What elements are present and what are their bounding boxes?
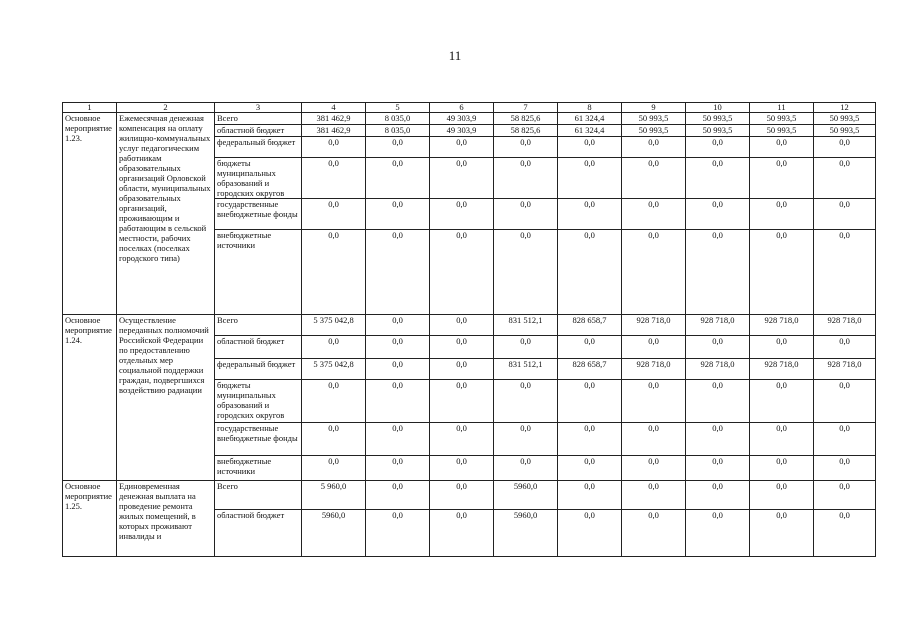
value-cell: 0,0: [750, 481, 814, 510]
value-cell: 0,0: [558, 456, 622, 481]
funding-source: областной бюджет: [215, 125, 302, 137]
value-cell: 0,0: [302, 137, 366, 158]
event-description: Ежемесячная денежная компенсация на оплату жилищно-коммунальных услуг педагогическим работникам образовательных организаций Орловской области, муниципальных образовательных организаций, проживающим и работающим в сельской местности, рабочих поселках (поселках городского типа): [117, 113, 215, 315]
funding-source: федеральный бюджет: [215, 359, 302, 380]
value-cell: 0,0: [494, 456, 558, 481]
value-cell: 0,0: [558, 199, 622, 230]
value-cell: 0,0: [302, 230, 366, 315]
value-cell: 8 035,0: [366, 125, 430, 137]
value-cell: 928 718,0: [750, 315, 814, 336]
value-cell: 0,0: [686, 158, 750, 199]
value-cell: 0,0: [686, 380, 750, 423]
value-cell: 50 993,5: [750, 125, 814, 137]
value-cell: 928 718,0: [686, 315, 750, 336]
value-cell: 928 718,0: [750, 359, 814, 380]
value-cell: 0,0: [494, 380, 558, 423]
header-cell: 5: [366, 103, 430, 113]
value-cell: 0,0: [622, 336, 686, 359]
value-cell: 0,0: [686, 336, 750, 359]
event-code: Основное мероприятие 1.23.: [63, 113, 117, 315]
value-cell: 0,0: [430, 336, 494, 359]
value-cell: 0,0: [686, 199, 750, 230]
value-cell: 0,0: [366, 315, 430, 336]
value-cell: 5 375 042,8: [302, 315, 366, 336]
value-cell: 0,0: [558, 380, 622, 423]
event-code: Основное мероприятие 1.25.: [63, 481, 117, 557]
funding-source: областной бюджет: [215, 510, 302, 557]
value-cell: 0,0: [622, 481, 686, 510]
value-cell: 0,0: [814, 456, 876, 481]
header-cell: 1: [63, 103, 117, 113]
value-cell: 0,0: [366, 199, 430, 230]
value-cell: 381 462,9: [302, 125, 366, 137]
value-cell: 0,0: [366, 423, 430, 456]
value-cell: 0,0: [430, 456, 494, 481]
value-cell: 0,0: [686, 481, 750, 510]
value-cell: 0,0: [814, 510, 876, 557]
value-cell: 0,0: [302, 423, 366, 456]
value-cell: 0,0: [622, 158, 686, 199]
value-cell: 58 825,6: [494, 125, 558, 137]
value-cell: 0,0: [494, 158, 558, 199]
value-cell: 8 035,0: [366, 113, 430, 125]
value-cell: 0,0: [302, 199, 366, 230]
value-cell: 0,0: [686, 510, 750, 557]
value-cell: 0,0: [686, 456, 750, 481]
value-cell: 5960,0: [494, 481, 558, 510]
value-cell: 0,0: [750, 137, 814, 158]
table-row: [63, 481, 876, 510]
value-cell: 0,0: [750, 456, 814, 481]
value-cell: 0,0: [430, 137, 494, 158]
value-cell: 0,0: [622, 380, 686, 423]
value-cell: 0,0: [622, 137, 686, 158]
value-cell: 0,0: [814, 158, 876, 199]
value-cell: 0,0: [558, 158, 622, 199]
value-cell: 0,0: [622, 456, 686, 481]
value-cell: 928 718,0: [814, 315, 876, 336]
value-cell: 0,0: [494, 199, 558, 230]
value-cell: 0,0: [494, 336, 558, 359]
funding-source: Всего: [215, 315, 302, 336]
header-cell: 6: [430, 103, 494, 113]
header-cell: 10: [686, 103, 750, 113]
value-cell: 828 658,7: [558, 359, 622, 380]
value-cell: 0,0: [750, 230, 814, 315]
value-cell: 0,0: [686, 230, 750, 315]
value-cell: 0,0: [366, 456, 430, 481]
value-cell: 0,0: [366, 230, 430, 315]
value-cell: 0,0: [366, 158, 430, 199]
value-cell: 0,0: [686, 137, 750, 158]
funding-source: областной бюджет: [215, 336, 302, 359]
value-cell: 0,0: [750, 158, 814, 199]
header-cell: 8: [558, 103, 622, 113]
event-code: Основное мероприятие 1.24.: [63, 315, 117, 481]
value-cell: 0,0: [814, 199, 876, 230]
header-cell: 2: [117, 103, 215, 113]
value-cell: 0,0: [558, 336, 622, 359]
value-cell: 50 993,5: [750, 113, 814, 125]
value-cell: 0,0: [302, 380, 366, 423]
value-cell: 0,0: [302, 158, 366, 199]
funding-source: Всего: [215, 481, 302, 510]
value-cell: 0,0: [814, 423, 876, 456]
value-cell: 0,0: [430, 510, 494, 557]
value-cell: 0,0: [686, 423, 750, 456]
value-cell: 50 993,5: [814, 125, 876, 137]
value-cell: 0,0: [366, 336, 430, 359]
value-cell: 0,0: [750, 336, 814, 359]
value-cell: 0,0: [366, 137, 430, 158]
value-cell: 928 718,0: [622, 315, 686, 336]
value-cell: 0,0: [430, 315, 494, 336]
value-cell: 5960,0: [494, 510, 558, 557]
table-row: [63, 113, 876, 125]
funding-source: бюджеты муниципальных образований и городских округов: [215, 380, 302, 423]
value-cell: 0,0: [366, 481, 430, 510]
value-cell: 0,0: [558, 510, 622, 557]
header-cell: 12: [814, 103, 876, 113]
value-cell: 61 324,4: [558, 125, 622, 137]
value-cell: 0,0: [814, 137, 876, 158]
value-cell: 0,0: [430, 230, 494, 315]
value-cell: 0,0: [430, 423, 494, 456]
value-cell: 0,0: [622, 199, 686, 230]
value-cell: 49 303,9: [430, 113, 494, 125]
value-cell: 0,0: [750, 199, 814, 230]
value-cell: 0,0: [302, 456, 366, 481]
value-cell: 0,0: [366, 510, 430, 557]
value-cell: 0,0: [494, 230, 558, 315]
value-cell: 0,0: [366, 359, 430, 380]
value-cell: 0,0: [558, 481, 622, 510]
budget-table: [62, 102, 876, 557]
value-cell: 0,0: [814, 380, 876, 423]
value-cell: 5 960,0: [302, 481, 366, 510]
funding-source: федеральный бюджет: [215, 137, 302, 158]
value-cell: 928 718,0: [814, 359, 876, 380]
value-cell: 831 512,1: [494, 315, 558, 336]
value-cell: 0,0: [494, 137, 558, 158]
value-cell: 0,0: [558, 137, 622, 158]
event-description: Осуществление переданных полномочий Российской Федерации по предоставлению отдельных мер социальной поддержки граждан, подвергшихся воздействию радиации: [117, 315, 215, 481]
value-cell: 928 718,0: [686, 359, 750, 380]
event-description: Единовременная денежная выплата на проведение ремонта жилых помещений, в которых проживают инвалиды и: [117, 481, 215, 557]
value-cell: 5 375 042,8: [302, 359, 366, 380]
value-cell: 61 324,4: [558, 113, 622, 125]
value-cell: 381 462,9: [302, 113, 366, 125]
value-cell: 0,0: [430, 481, 494, 510]
value-cell: 5960,0: [302, 510, 366, 557]
funding-source: государственные внебюджетные фонды: [215, 423, 302, 456]
value-cell: 0,0: [558, 230, 622, 315]
value-cell: 0,0: [558, 423, 622, 456]
value-cell: 50 993,5: [814, 113, 876, 125]
value-cell: 58 825,6: [494, 113, 558, 125]
value-cell: 0,0: [814, 230, 876, 315]
table-row: [63, 315, 876, 336]
value-cell: 928 718,0: [622, 359, 686, 380]
value-cell: 828 658,7: [558, 315, 622, 336]
value-cell: 0,0: [366, 380, 430, 423]
value-cell: 0,0: [814, 481, 876, 510]
value-cell: 0,0: [814, 336, 876, 359]
funding-source: внебюджетные источники: [215, 230, 302, 315]
header-row: [63, 103, 876, 113]
value-cell: 0,0: [430, 158, 494, 199]
value-cell: 0,0: [430, 359, 494, 380]
value-cell: 0,0: [750, 380, 814, 423]
header-cell: 7: [494, 103, 558, 113]
header-cell: 4: [302, 103, 366, 113]
value-cell: 0,0: [622, 510, 686, 557]
value-cell: 831 512,1: [494, 359, 558, 380]
funding-source: государственные внебюджетные фонды: [215, 199, 302, 230]
value-cell: 0,0: [494, 423, 558, 456]
value-cell: 50 993,5: [686, 125, 750, 137]
page-number: 11: [448, 48, 462, 63]
value-cell: 50 993,5: [622, 125, 686, 137]
value-cell: 0,0: [430, 199, 494, 230]
value-cell: 50 993,5: [622, 113, 686, 125]
header-cell: 11: [750, 103, 814, 113]
value-cell: 50 993,5: [686, 113, 750, 125]
value-cell: 0,0: [302, 336, 366, 359]
header-cell: 3: [215, 103, 302, 113]
value-cell: 49 303,9: [430, 125, 494, 137]
value-cell: 0,0: [622, 423, 686, 456]
value-cell: 0,0: [750, 423, 814, 456]
value-cell: 0,0: [430, 380, 494, 423]
funding-source: Всего: [215, 113, 302, 125]
header-cell: 9: [622, 103, 686, 113]
value-cell: 0,0: [750, 510, 814, 557]
value-cell: 0,0: [622, 230, 686, 315]
funding-source: бюджеты муниципальных образований и городских округов: [215, 158, 302, 199]
funding-source: внебюджетные источники: [215, 456, 302, 481]
